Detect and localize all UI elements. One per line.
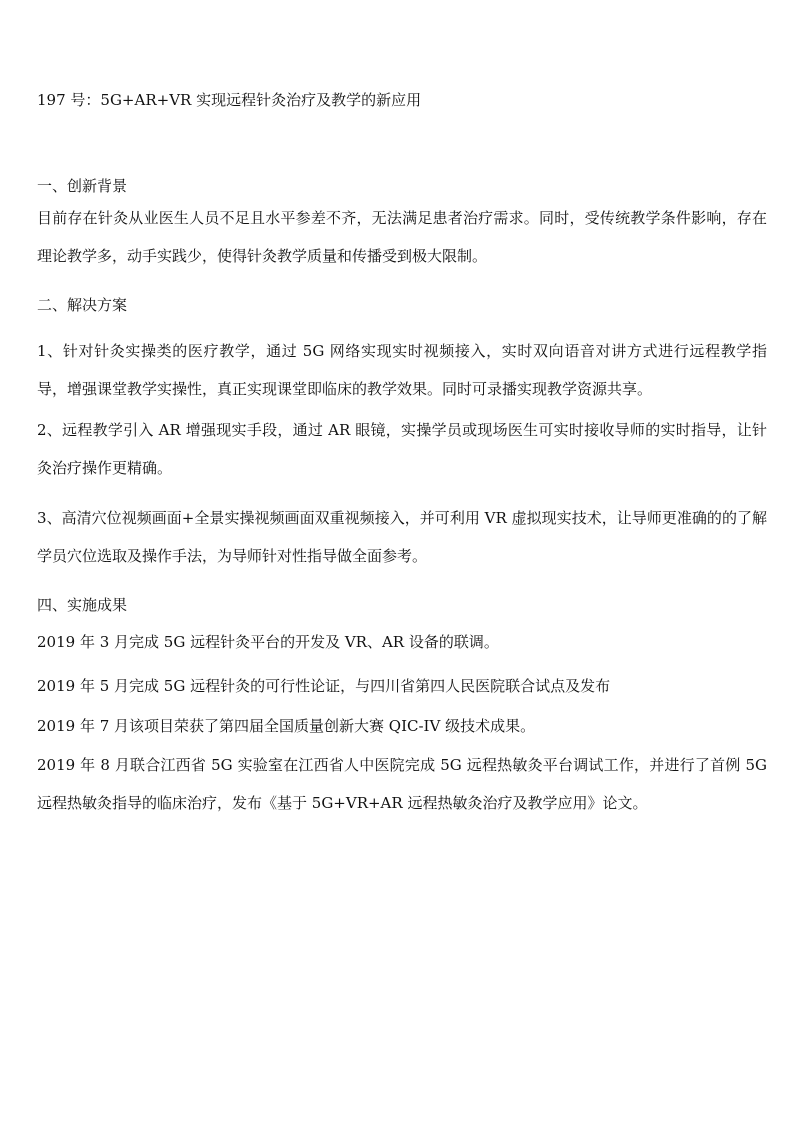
background-paragraph: 目前存在针灸从业医生人员不足且水平参差不齐，无法满足患者治疗需求。同时，受传统教学条件影响，存在理论教学多，动手实践少，使得针灸教学质量和传播受到极大限制。 xyxy=(37,209,767,265)
results-item-4: 2019 年 8 月联合江西省 5G 实验室在江西省人中医院完成 5G 远程热敏灸平台调试工作，并进行了首例 5G 远程热敏灸指导的临床治疗，发布《基于 5G+VR+AR 远程热敏灸治疗及教学应用》论文。 xyxy=(37,756,767,812)
solution-item-1: 1、针对针灸实操类的医疗教学，通过 5G 网络实现实时视频接入，实时双向语音对讲方式进行远程教学指导，增强课堂教学实操性，真正实现课堂即临床的教学效果。同时可录播实现教学资源共享。 xyxy=(37,342,767,398)
results-item-2: 2019 年 5 月完成 5G 远程针灸的可行性论证，与四川省第四人民医院联合试点及发布 xyxy=(37,677,611,695)
results-item-3: 2019 年 7 月该项目荣获了第四届全国质量创新大赛 QIC-IV 级技术成果。 xyxy=(37,717,536,735)
solution-heading: 二、解决方案 xyxy=(37,296,128,314)
solution-item-3: 3、高清穴位视频画面+全景实操视频画面双重视频接入，并可利用 VR 虚拟现实技术，让导师更准确的的了解学员穴位选取及操作手法，为导师针对性指导做全面参考。 xyxy=(37,509,767,565)
background-heading: 一、创新背景 xyxy=(37,177,128,195)
solution-item-2: 2、远程教学引入 AR 增强现实手段，通过 AR 眼镜，实操学员或现场医生可实时接收导师的实时指导，让针灸治疗操作更精确。 xyxy=(37,421,767,477)
results-item-1: 2019 年 3 月完成 5G 远程针灸平台的开发及 VR、AR 设备的联调。 xyxy=(37,633,499,651)
results-heading: 四、实施成果 xyxy=(37,596,128,614)
document-title: 197 号：5G+AR+VR 实现远程针灸治疗及教学的新应用 xyxy=(37,91,422,109)
